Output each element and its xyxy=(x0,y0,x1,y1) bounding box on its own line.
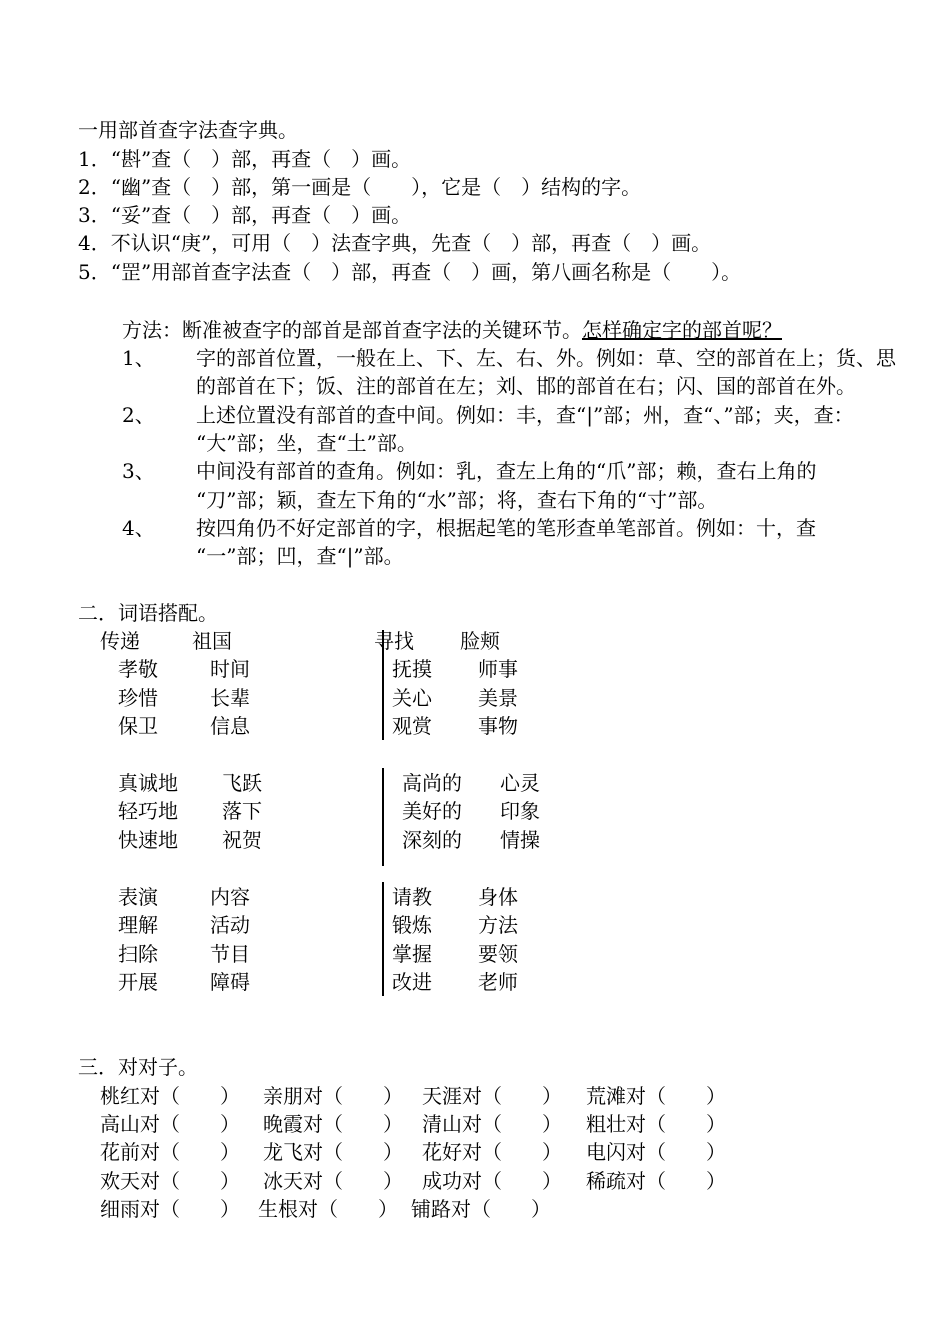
word-g3-r-1b: 方法 xyxy=(478,913,518,937)
couplet-3-0: 欢天对（ ） xyxy=(100,1169,240,1193)
method-2-line1: 上述位置没有部首的查中间。例如：丰，查“|”部；州，查“、”部；夹，查： xyxy=(196,403,854,427)
question-2: 2．“幽”查（ ）部，第一画是（ ），它是（ ）结构的字。 xyxy=(78,175,642,199)
section2-title: 二．词语搭配。 xyxy=(78,601,218,625)
method-2-line2: “大”部；坐，查“土”部。 xyxy=(196,431,417,455)
word-g3-r-0a: 请教 xyxy=(392,885,432,909)
word-g1-l-1a: 孝敬 xyxy=(118,657,158,681)
couplet-1-3: 粗壮对（ ） xyxy=(586,1112,726,1136)
couplet-2-0: 花前对（ ） xyxy=(100,1140,240,1164)
word-g3-r-2b: 要领 xyxy=(478,942,518,966)
word-g3-r-3a: 改进 xyxy=(392,970,432,994)
couplet-1-1: 晚霞对（ ） xyxy=(263,1112,403,1136)
word-g1-l-2a: 珍惜 xyxy=(118,686,158,710)
word-g2-l-2a: 快速地 xyxy=(118,828,178,852)
word-g1-r-3a: 观赏 xyxy=(392,714,432,738)
word-g2-r-1b: 印象 xyxy=(500,799,540,823)
method-4-num: 4、 xyxy=(122,516,155,540)
method-2-num: 2、 xyxy=(122,403,155,427)
couplet-0-0: 桃红对（ ） xyxy=(100,1084,240,1108)
word-g3-l-0a: 表演 xyxy=(118,885,158,909)
word-g2-r-2a: 深刻的 xyxy=(402,828,462,852)
question-4: 4．不认识“庚”，可用（ ）法查字典，先查（ ）部，再查（ ）画。 xyxy=(78,231,712,255)
method-prefix: 方法：断准被查字的部首是部首查字法的关键环节。 xyxy=(122,318,582,342)
method-3-line2: “刀”部；颖，查左下角的“水”部；将，查右下角的“寸”部。 xyxy=(196,488,718,512)
method-3-num: 3、 xyxy=(122,459,155,483)
method-question: 怎样确定字的部首呢？ xyxy=(582,318,782,342)
word-g2-r-0a: 高尚的 xyxy=(402,771,462,795)
question-3: 3．“妥”查（ ）部，再查（ ）画。 xyxy=(78,203,412,227)
word-g2-r-0b: 心灵 xyxy=(500,771,540,795)
word-g2-l-0a: 真诚地 xyxy=(118,771,178,795)
word-g2-r-2b: 情操 xyxy=(500,828,540,852)
word-g1-l-1b: 时间 xyxy=(210,657,250,681)
divider-line-3 xyxy=(382,882,384,996)
couplet-4-0: 细雨对（ ） xyxy=(100,1197,240,1221)
word-g3-l-1a: 理解 xyxy=(118,913,158,937)
word-g3-l-3a: 开展 xyxy=(118,970,158,994)
couplet-0-1: 亲朋对（ ） xyxy=(263,1084,403,1108)
word-g3-r-0b: 身体 xyxy=(478,885,518,909)
word-g1-l-3a: 保卫 xyxy=(118,714,158,738)
word-g3-r-2a: 掌握 xyxy=(392,942,432,966)
word-g1-r-1b: 师事 xyxy=(478,657,518,681)
couplet-4-1: 生根对（ ） xyxy=(258,1197,398,1221)
couplet-4-2: 铺路对（ ） xyxy=(411,1197,551,1221)
word-g2-r-1a: 美好的 xyxy=(402,799,462,823)
word-g3-l-2b: 节目 xyxy=(210,942,250,966)
method-1-line2: 的部首在下；饭、注的部首在左；刘、邯的部首在右；闪、国的部首在外。 xyxy=(196,374,856,398)
word-g1-r-2a: 关心 xyxy=(392,686,432,710)
word-g1-l-0a: 传递 xyxy=(100,629,140,653)
section3-title: 三．对对子。 xyxy=(78,1055,198,1079)
couplet-0-3: 荒滩对（ ） xyxy=(586,1084,726,1108)
method-1-line1: 字的部首位置，一般在上、下、左、右、外。例如：草、空的部首在上；货、思 xyxy=(196,346,896,370)
couplet-1-2: 清山对（ ） xyxy=(422,1112,562,1136)
couplet-3-2: 成功对（ ） xyxy=(422,1169,562,1193)
couplet-0-2: 天涯对（ ） xyxy=(422,1084,562,1108)
couplet-2-3: 电闪对（ ） xyxy=(586,1140,726,1164)
method-3-line1: 中间没有部首的查角。例如：乳，查左上角的“爪”部；赖，查右上角的 xyxy=(196,459,817,483)
word-g3-l-1b: 活动 xyxy=(210,913,250,937)
word-g3-r-1a: 锻炼 xyxy=(392,913,432,937)
word-g3-l-2a: 扫除 xyxy=(118,942,158,966)
divider-line-2 xyxy=(382,768,384,866)
word-g1-l-2b: 长辈 xyxy=(210,686,250,710)
word-g3-r-3b: 老师 xyxy=(478,970,518,994)
word-g2-l-2b: 祝贺 xyxy=(222,828,262,852)
couplet-2-2: 花好对（ ） xyxy=(422,1140,562,1164)
method-1-num: 1、 xyxy=(122,346,155,370)
couplet-1-0: 高山对（ ） xyxy=(100,1112,240,1136)
section1-title: 一用部首查字法查字典。 xyxy=(78,118,298,142)
word-g1-r-2b: 美景 xyxy=(478,686,518,710)
word-g1-r-1a: 抚摸 xyxy=(392,657,432,681)
couplet-2-1: 龙飞对（ ） xyxy=(263,1140,403,1164)
method-4-line2: “一”部；凹，查“|”部。 xyxy=(196,544,404,568)
word-g1-r-0a: 寻找 xyxy=(374,629,414,653)
word-g1-l-0b: 祖国 xyxy=(192,629,232,653)
method-4-line1: 按四角仍不好定部首的字，根据起笔的笔形查单笔部首。例如：十，查 xyxy=(196,516,816,540)
word-g2-l-0b: 飞跃 xyxy=(222,771,262,795)
question-1: 1．“斟”查（ ）部，再查（ ）画。 xyxy=(78,147,412,171)
couplet-3-3: 稀疏对（ ） xyxy=(586,1169,726,1193)
word-g3-l-3b: 障碍 xyxy=(210,970,250,994)
method-intro xyxy=(122,316,782,344)
word-g2-l-1b: 落下 xyxy=(222,799,262,823)
word-g1-r-0b: 脸颊 xyxy=(460,629,500,653)
couplet-3-1: 冰天对（ ） xyxy=(263,1169,403,1193)
question-5: 5．“罡”用部首查字法查（ ）部，再查（ ）画，第八画名称是（ ）。 xyxy=(78,260,742,284)
word-g2-l-1a: 轻巧地 xyxy=(118,799,178,823)
word-g1-r-3b: 事物 xyxy=(478,714,518,738)
word-g1-l-3b: 信息 xyxy=(210,714,250,738)
word-g3-l-0b: 内容 xyxy=(210,885,250,909)
